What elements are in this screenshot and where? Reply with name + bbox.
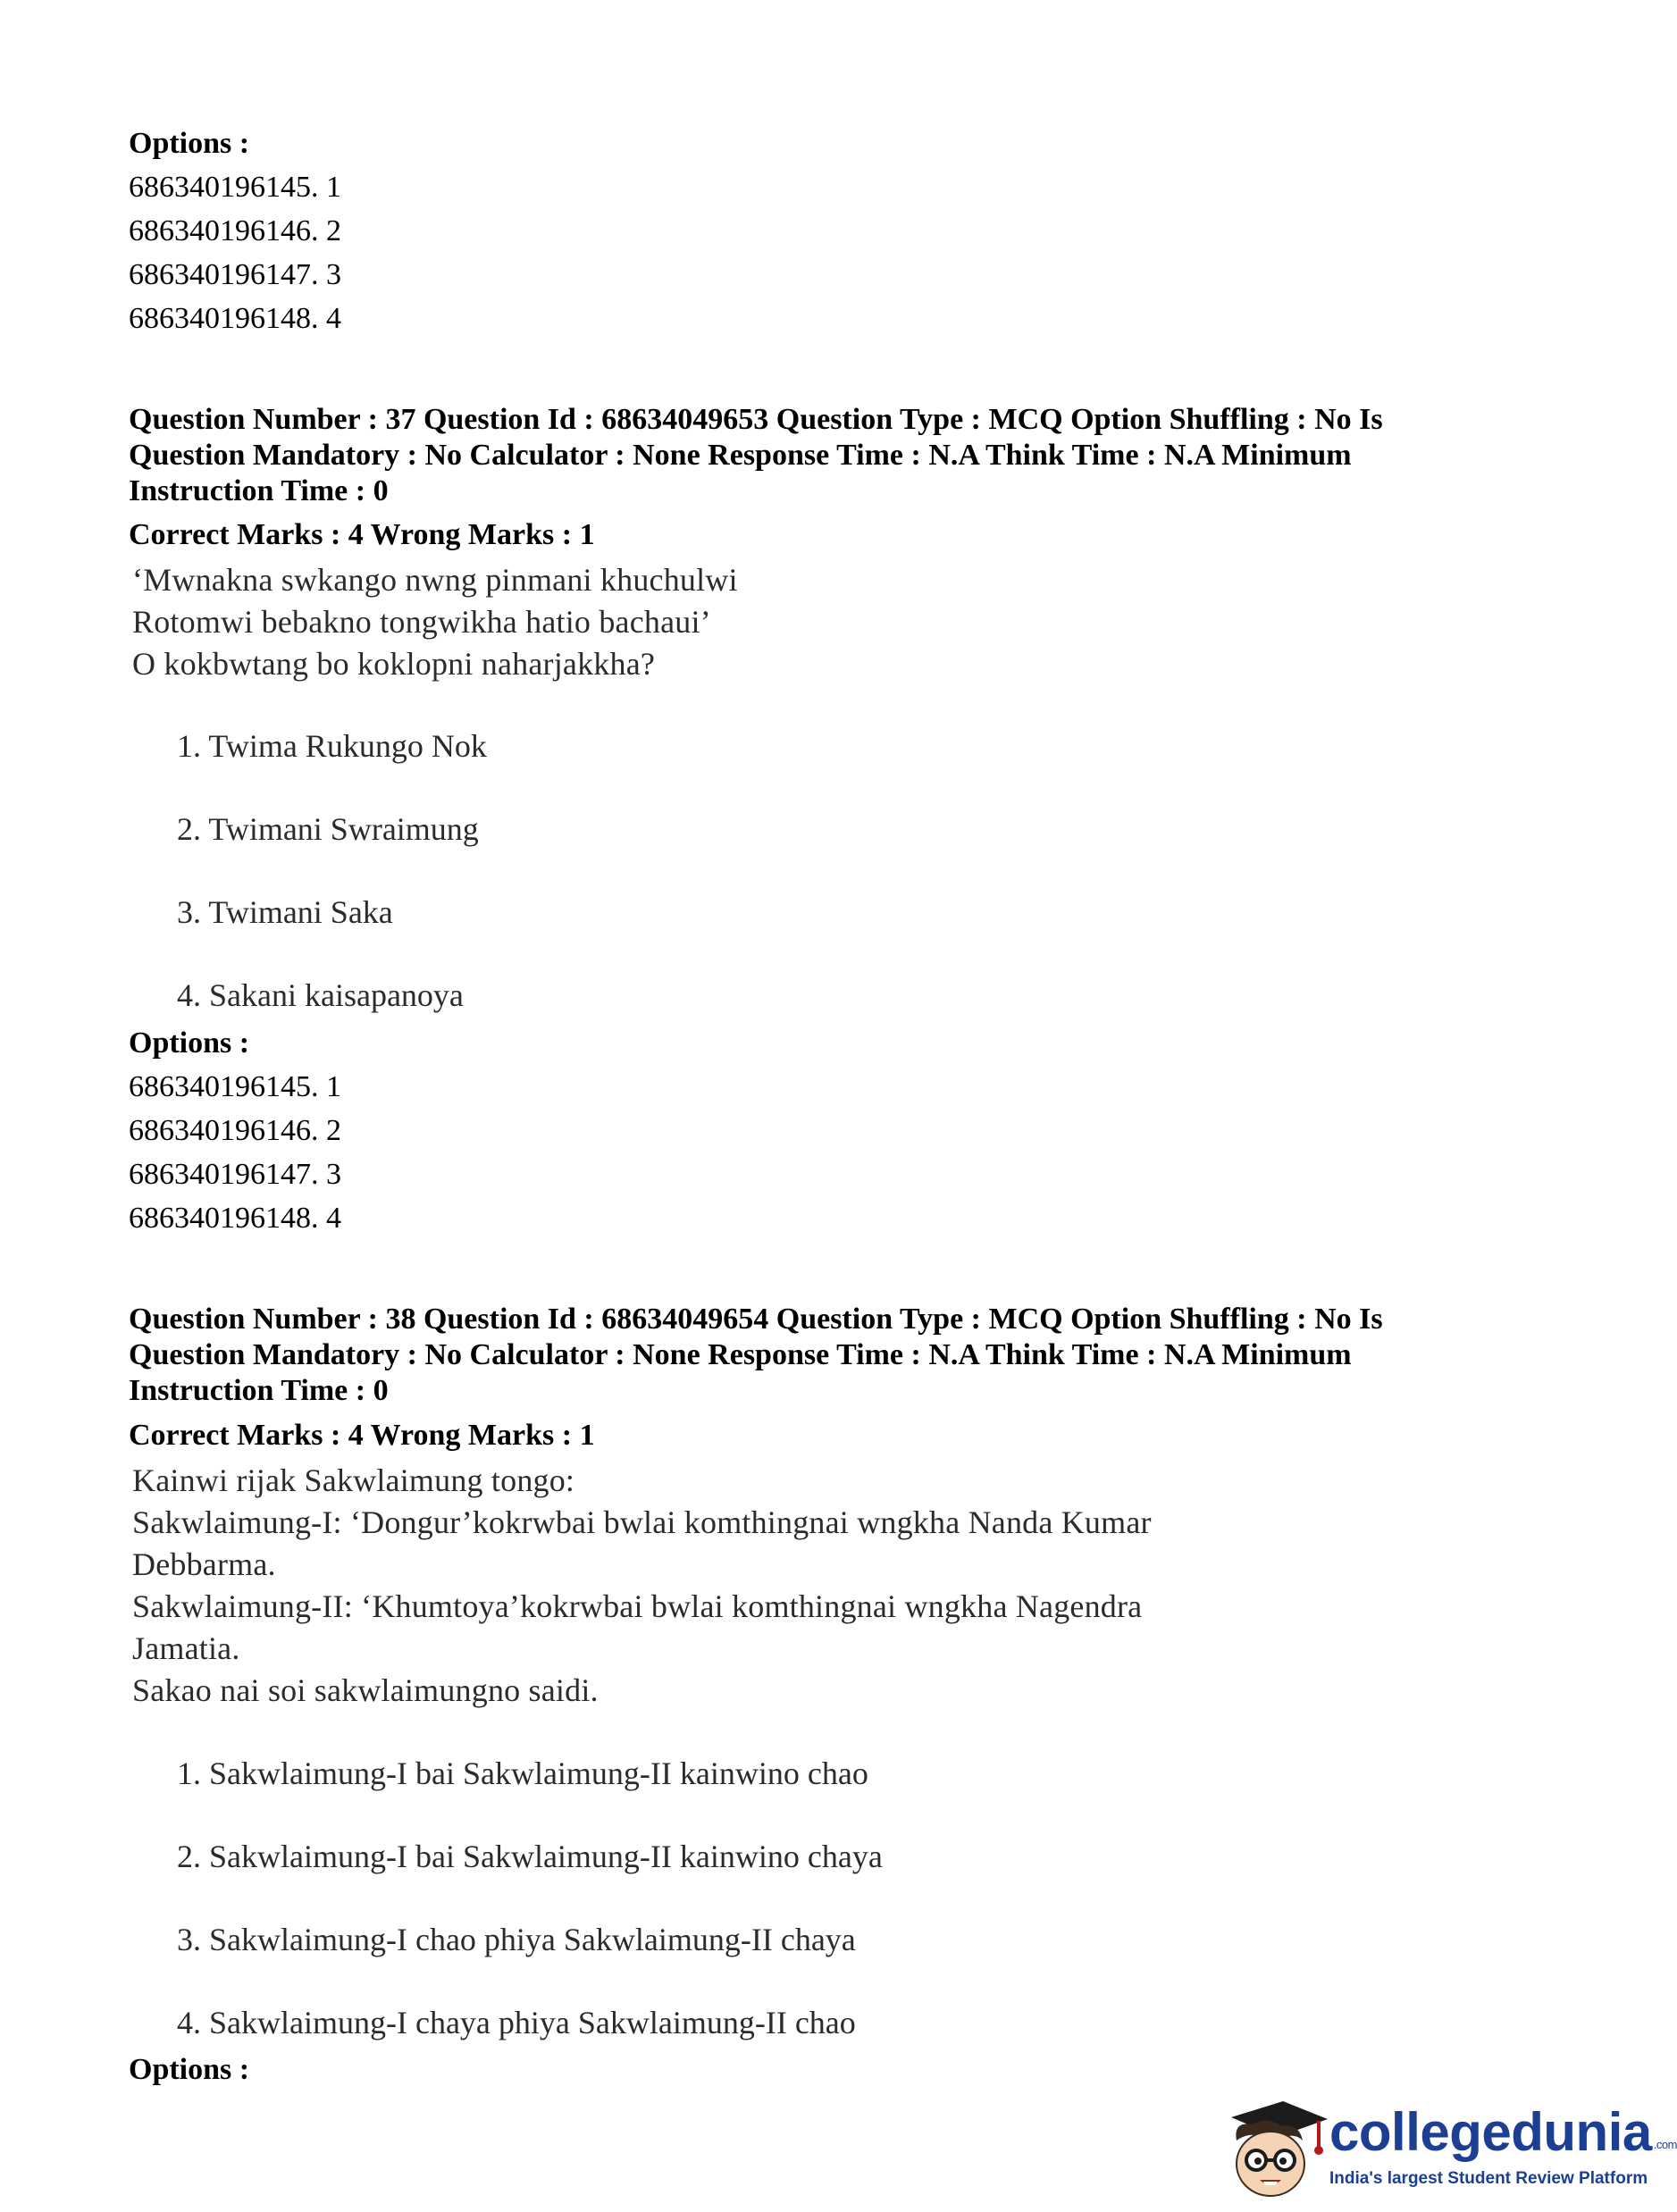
student-mascot-icon <box>1213 2089 1329 2205</box>
q38-text-line: Jamatia. <box>132 1630 240 1666</box>
option-line: 686340196147. 3 <box>129 1158 341 1191</box>
options-label: Options : <box>129 127 250 160</box>
q37-text-line: Rotomwi bebakno tongwikha hatio bachaui’ <box>132 604 711 640</box>
q38-text-line: Debbarma. <box>132 1546 276 1582</box>
brand-name: collegedunia $^{.com}$ <box>1329 2102 1677 2162</box>
q37-choice: 4. Sakani kaisapanoya <box>177 977 464 1013</box>
q37-text-line: ‘Mwnakna swkango nwng pinmani khuchulwi <box>132 562 738 598</box>
q37-marks: Correct Marks : 4 Wrong Marks : 1 <box>129 518 595 551</box>
q37-options-label: Options : <box>129 1026 250 1060</box>
option-line: 686340196145. 1 <box>129 171 341 204</box>
q38-meta: Question Mandatory : No Calculator : None Response Time : N.A Think Time : N.A Minimum <box>129 1338 1352 1371</box>
q37-meta: Question Mandatory : No Calculator : None Response Time : N.A Think Time : N.A Minimum <box>129 439 1352 472</box>
q38-marks: Correct Marks : 4 Wrong Marks : 1 <box>129 1419 595 1452</box>
q38-text-line: Sakwlaimung-I: ‘Dongur’kokrwbai bwlai komthingnai wngkha Nanda Kumar <box>132 1504 1152 1540</box>
option-line: 686340196146. 2 <box>129 214 341 247</box>
q38-text-line: Kainwi rijak Sakwlaimung tongo: <box>132 1462 575 1498</box>
option-line: 686340196148. 4 <box>129 302 341 335</box>
brand-tagline: India's largest Student Review Platform <box>1329 2169 1648 2188</box>
option-line: 686340196147. 3 <box>129 258 341 291</box>
q37-choice: 1. Twima Rukungo Nok <box>177 728 487 764</box>
collegedunia-logo[interactable] <box>1213 2089 1677 2205</box>
q38-choice: 3. Sakwlaimung-I chao phiya Sakwlaimung-II chaya <box>177 1922 856 1957</box>
q37-choice: 2. Twimani Swraimung <box>177 811 479 847</box>
q37-meta: Question Number : 37 Question Id : 68634049653 Question Type : MCQ Option Shuffling : No Is <box>129 403 1383 436</box>
option-line: 686340196145. 1 <box>129 1070 341 1103</box>
q38-choice: 4. Sakwlaimung-I chaya phiya Sakwlaimung-II chao <box>177 2005 856 2040</box>
q38-choice: 2. Sakwlaimung-I bai Sakwlaimung-II kainwino chaya <box>177 1839 883 1874</box>
q38-choice: 1. Sakwlaimung-I bai Sakwlaimung-II kainwino chao <box>177 1755 868 1791</box>
option-line: 686340196146. 2 <box>129 1114 341 1147</box>
q37-text-line: O kokbwtang bo koklopni naharjakkha? <box>132 646 656 682</box>
q37-choice: 3. Twimani Saka <box>177 894 393 930</box>
q38-meta: Question Number : 38 Question Id : 68634049654 Question Type : MCQ Option Shuffling : No Is <box>129 1303 1383 1336</box>
option-line: 686340196148. 4 <box>129 1202 341 1235</box>
q38-options-label: Options : <box>129 2053 250 2086</box>
q38-meta: Instruction Time : 0 <box>129 1374 389 1407</box>
q38-text-line: Sakao nai soi sakwlaimungno saidi. <box>132 1672 599 1708</box>
q37-meta: Instruction Time : 0 <box>129 474 389 507</box>
q38-text-line: Sakwlaimung-II: ‘Khumtoya’kokrwbai bwlai komthingnai wngkha Nagendra <box>132 1588 1143 1624</box>
